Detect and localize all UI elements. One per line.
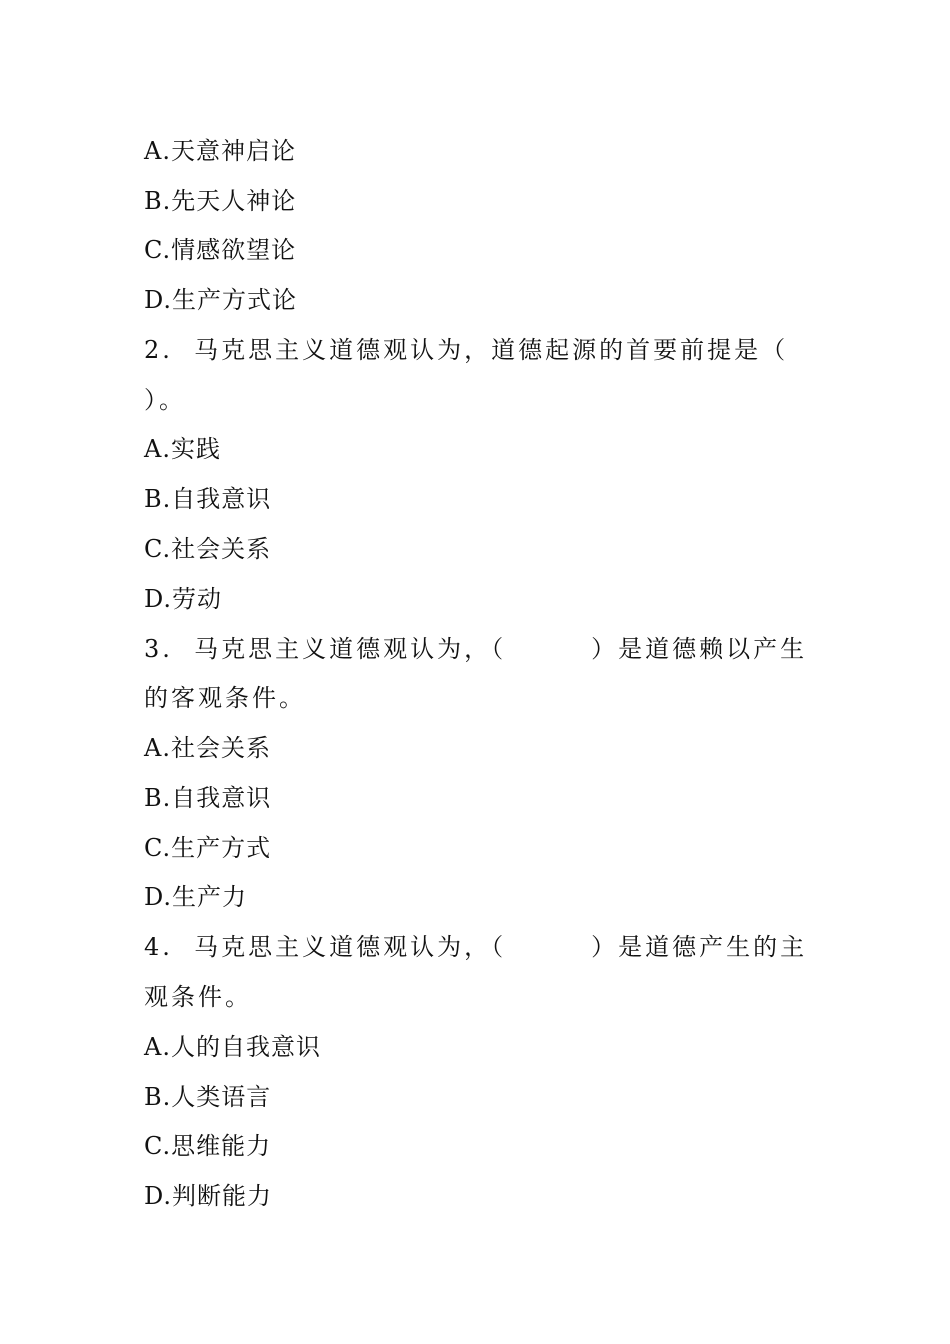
q2-option-a: A.实践 (144, 435, 221, 463)
q3-option-c: C.生产方式 (144, 834, 272, 862)
q3-option-a: A.社会关系 (144, 734, 271, 762)
question-4-stem: 4. 马克思主义道德观认为，（ ）是道德产生的主 (144, 933, 808, 961)
q2-option-c: C.社会关系 (144, 535, 272, 563)
q4-option-b: B.人类语言 (144, 1083, 272, 1111)
q3-option-b: B.自我意识 (144, 784, 272, 812)
q4-option-d: D.判断能力 (144, 1182, 273, 1210)
q4-option-c: C.思维能力 (144, 1132, 272, 1160)
q4-option-a: A.人的自我意识 (144, 1033, 321, 1061)
question-4-stem-cont: 观条件。 (144, 983, 252, 1011)
q1-option-d: D.生产方式论 (144, 286, 298, 314)
q3-option-d: D.生产力 (144, 883, 248, 911)
question-3-stem-cont: 的客观条件。 (144, 684, 306, 712)
question-2-stem-cont: ）。 (144, 386, 186, 414)
q1-option-b: B.先天人神论 (144, 187, 297, 215)
q2-option-b: B.自我意识 (144, 485, 272, 513)
question-2-stem: 2. 马克思主义道德观认为，道德起源的首要前提是（ (144, 336, 789, 364)
question-3-stem: 3. 马克思主义道德观认为，（ ）是道德赖以产生 (144, 635, 808, 663)
q1-option-c: C.情感欲望论 (144, 236, 297, 264)
q2-option-d: D.劳动 (144, 585, 223, 613)
q1-option-a: A.天意神启论 (144, 137, 296, 165)
